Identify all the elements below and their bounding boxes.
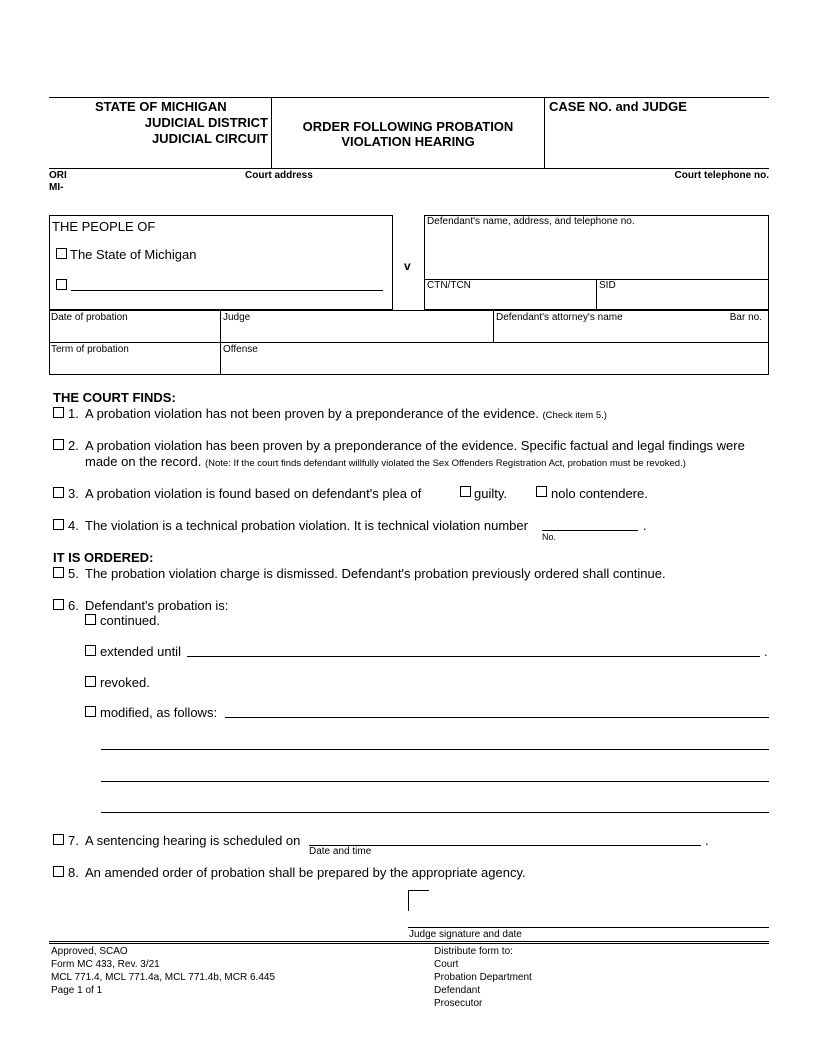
item6-text: Defendant's probation is:: [85, 598, 229, 613]
state-of-michigan-label: The State of Michigan: [70, 247, 197, 262]
form-title-line2: VIOLATION HEARING: [341, 134, 475, 149]
attorney-label: Defendant's attorney's name: [496, 312, 623, 323]
judge-label: Judge: [223, 312, 251, 323]
item2-text: A probation violation has been proven by a preponderance of the evidence. Specific factual and legal findings were: [85, 438, 745, 453]
sid-label: SID: [599, 280, 616, 291]
modified-line-3[interactable]: [101, 781, 769, 782]
circuit-label: JUDICIAL CIRCUIT: [151, 131, 268, 146]
item8-number: 8.: [68, 865, 79, 880]
item8-text: An amended order of probation shall be prepared by the appropriate agency.: [85, 865, 526, 880]
item6-checkbox[interactable]: [53, 599, 64, 610]
distribute-label: Distribute form to:: [434, 946, 513, 957]
item3-number: 3.: [68, 486, 79, 501]
modified-checkbox[interactable]: [85, 706, 96, 717]
modified-line-2[interactable]: [101, 749, 769, 750]
approved-label: Approved, SCAO: [51, 946, 128, 957]
footer-rule-1: [49, 941, 769, 942]
details-mid-rule: [49, 342, 769, 343]
item4-text: The violation is a technical probation violation. It is technical violation number: [85, 518, 528, 533]
modified-label: modified, as follows:: [100, 705, 218, 720]
other-plaintiff-line[interactable]: [71, 290, 383, 291]
date-of-probation-label: Date of probation: [51, 312, 128, 323]
revoked-checkbox[interactable]: [85, 676, 96, 687]
modified-line-4[interactable]: [101, 812, 769, 813]
item4-no-caption: No.: [542, 532, 557, 542]
item8-checkbox[interactable]: [53, 866, 64, 877]
state-of-michigan-checkbox[interactable]: [56, 248, 67, 259]
item3-text: A probation violation is found based on defendant's plea of: [85, 486, 422, 501]
item1-note: (Check item 5.): [542, 410, 607, 421]
item6-number: 6.: [68, 598, 79, 613]
distribute-defendant: Defendant: [434, 985, 481, 996]
item1-main: A probation violation has not been proven by a preponderance of the evidence.: [85, 406, 539, 421]
bar-no-label: Bar no.: [729, 312, 762, 323]
defendant-name-label: Defendant's name, address, and telephone no.: [427, 216, 635, 227]
signature-caption: Judge signature and date: [409, 929, 522, 940]
guilty-checkbox[interactable]: [460, 486, 471, 497]
ori-label: ORI: [49, 170, 67, 181]
item5-text: The probation violation charge is dismissed. Defendant's probation previously ordered shall continue.: [85, 566, 666, 581]
item2-text-cont: [85, 454, 686, 471]
item7-period: .: [705, 833, 709, 848]
item2-note: (Note: If the court finds defendant willfully violated the Sex Offenders Registration Act, probation must be revoked.): [204, 458, 686, 469]
nolo-contendere-checkbox[interactable]: [536, 486, 547, 497]
item7-number: 7.: [68, 833, 79, 848]
case-no-label: CASE NO. and JUDGE: [549, 99, 687, 114]
header-bottom-rule: [49, 168, 769, 169]
details-divider-1: [220, 310, 221, 375]
court-telephone-label: Court telephone no.: [674, 170, 769, 181]
item1-text: [85, 406, 607, 423]
guilty-label: guilty.: [474, 486, 507, 501]
ctn-label: CTN/TCN: [427, 280, 471, 291]
district-label: JUDICIAL DISTRICT: [144, 115, 268, 130]
other-plaintiff-checkbox[interactable]: [56, 279, 67, 290]
revoked-label: revoked.: [100, 675, 150, 690]
item5-number: 5.: [68, 566, 79, 581]
item4-number: 4.: [68, 518, 79, 533]
distribute-court: Court: [434, 959, 459, 970]
nolo-contendere-label: nolo contendere.: [551, 486, 648, 501]
mcl-references: MCL 771.4, MCL 771.4a, MCL 771.4b, MCR 6.445: [51, 972, 276, 983]
technical-violation-number-line[interactable]: [542, 530, 638, 531]
item7-text: A sentencing hearing is scheduled on: [85, 833, 301, 848]
item1-checkbox[interactable]: [53, 407, 64, 418]
signature-corner-mark: [408, 890, 429, 911]
extended-until-line[interactable]: [187, 656, 760, 657]
state-label: STATE OF MICHIGAN: [95, 99, 227, 114]
details-divider-2: [493, 310, 494, 342]
term-of-probation-label: Term of probation: [51, 344, 129, 355]
item5-checkbox[interactable]: [53, 567, 64, 578]
details-top-rule: [49, 310, 769, 311]
header-top-rule: [49, 97, 769, 98]
extended-checkbox[interactable]: [85, 645, 96, 656]
distribute-probation: Probation Department: [434, 972, 532, 983]
continued-checkbox[interactable]: [85, 614, 96, 625]
form-title-line1: ORDER FOLLOWING PROBATION: [302, 119, 514, 134]
item2-cont: made on the record.: [85, 454, 202, 469]
extended-period: .: [764, 644, 768, 659]
signature-line[interactable]: [408, 927, 769, 928]
item2-checkbox[interactable]: [53, 439, 64, 450]
continued-label: continued.: [100, 613, 160, 628]
item3-checkbox[interactable]: [53, 487, 64, 498]
date-and-time-caption: Date and time: [309, 846, 372, 857]
ctn-sid-divider: [596, 279, 597, 310]
modified-line-1[interactable]: [225, 717, 769, 718]
mi-label: MI-: [49, 182, 64, 193]
item1-number: 1.: [68, 406, 79, 421]
item4-period: .: [643, 518, 647, 533]
item7-checkbox[interactable]: [53, 834, 64, 845]
versus-label: v: [404, 259, 411, 273]
item4-checkbox[interactable]: [53, 519, 64, 530]
it-is-ordered-heading: IT IS ORDERED:: [53, 550, 154, 565]
offense-label: Offense: [223, 344, 258, 355]
footer-rule-2: [49, 943, 769, 944]
item2-number: 2.: [68, 438, 79, 453]
court-finds-heading: THE COURT FINDS:: [53, 390, 176, 405]
distribute-prosecutor: Prosecutor: [434, 998, 483, 1009]
header-divider-2: [544, 97, 545, 168]
extended-label: extended until: [100, 644, 181, 659]
form-number: Form MC 433, Rev. 3/21: [51, 959, 160, 970]
page-number: Page 1 of 1: [51, 985, 103, 996]
court-address-label: Court address: [245, 170, 313, 181]
people-of-label: THE PEOPLE OF: [52, 219, 156, 234]
